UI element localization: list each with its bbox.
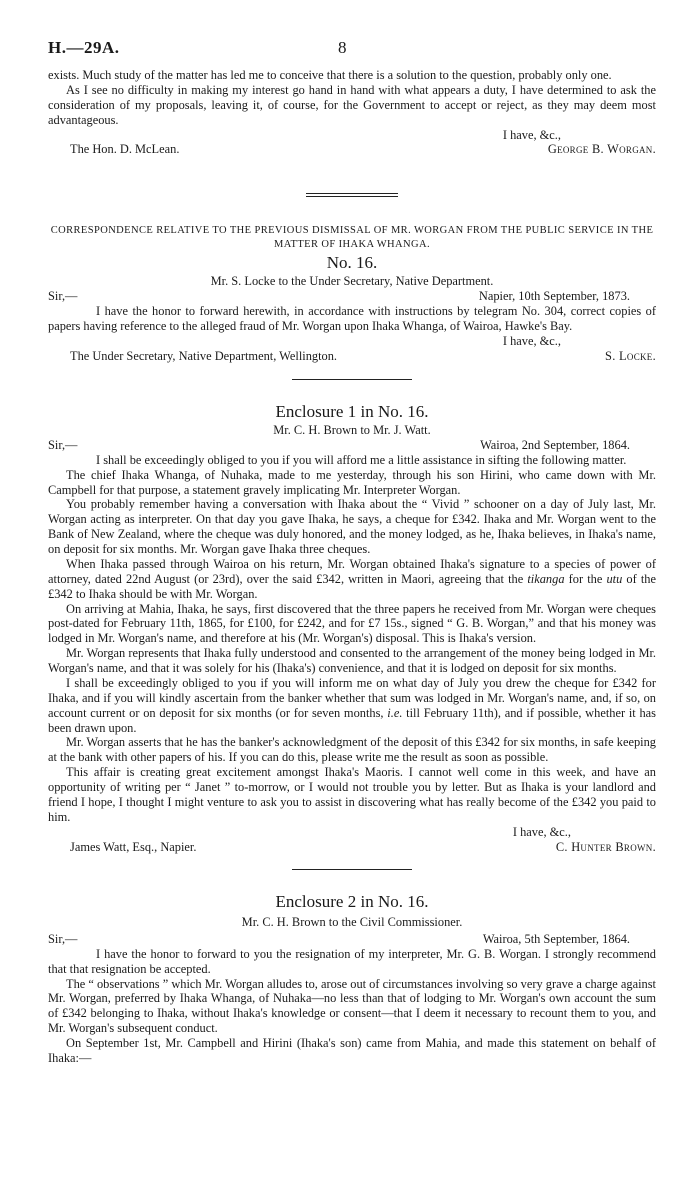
enclosure-1-paragraph-1: I shall be exceedingly obliged to you if you will afford me a little assistance in sifting the following matter. — [96, 452, 627, 467]
enclosure-1-from-to: Mr. C. H. Brown to Mr. J. Watt. — [273, 422, 431, 437]
intro-paragraph-2: As I see no difficulty in making my interest go hand in hand with what appears a duty, I have determined to ask the consideration of my proposals, leaving it, of course, for the Government to accept or reject, as they may deem most advantageous. — [48, 82, 656, 127]
letter-signature: S. Locke. — [605, 348, 656, 363]
page-number: 8 — [338, 38, 347, 57]
tikanga-word: tikanga — [527, 571, 565, 586]
enclosure-2-date: Wairoa, 5th September, 1864. — [482, 931, 630, 946]
paragraph-7-text-a: I shall be exceedingly obliged to you if you will inform me on what day of July you drew the cheque for £342 for Ihaka, and if you will kindly ascertain from the banker whether that sum was lodged in Mr. Worgan's name, and, if so, on account current or on deposit for six months (or for seven months, — [48, 675, 656, 720]
enclosure-2-paragraph-1: I have the honor to forward to you the resignation of my interpreter, Mr. G. B. Worgan. I strongly recommend that that resignation be accepted. — [48, 946, 656, 976]
enclosure-1-heading: Enclosure 1 in No. 16. — [275, 401, 429, 421]
enclosure-1-paragraph-6: Mr. Worgan represents that Ihaka fully understood and consented to the arrangement of the money being lodged in Mr. Worgan's name, and that it was solely for his (Ihaka's) convenience, and that it is lodged on deposit for six months. — [48, 646, 656, 676]
intro-signoff — [48, 142, 656, 157]
enclosure-1-salutation: Sir,— — [48, 437, 78, 452]
letter-salutation-line — [48, 289, 656, 304]
intro-closing: I have, &c., — [502, 127, 561, 142]
enclosure-1-section — [48, 402, 656, 855]
correspondence-section — [48, 224, 656, 363]
paragraph-4-text-a: When Ihaka passed through Wairoa on his return, Mr. Worgan obtained Ihaka's signature to a species of power of attorney, dated 22nd August (or 23rd), over the said £342, written in Maori, agreeing that the — [48, 556, 656, 586]
intro-signature: George B. Worgan. — [547, 142, 656, 157]
enclosure-1-paragraph-3: You probably remember having a conversation with Ihaka about the “ Vivid ” schooner on a day of July last, Mr. Worgan acting as interpreter. On that day you gave Ihaka, he says, a cheque for £342. Ihaka and Mr. Worgan went to the Bank of New Zealand, where the cheque was duly honored, and the money lodged, as he, Ihaka believes, in Ihaka's name, on deposit for six months. Mr. Worgan gave Ihaka three cheques. — [48, 497, 656, 557]
letter-signoff — [48, 349, 656, 364]
section-divider — [292, 869, 412, 870]
enclosure-2-paragraph-3: On September 1st, Mr. Campbell and Hirini (Ihaka's son) came from Mahia, and made this statement on behalf of Ihaka:— — [48, 1036, 656, 1065]
enclosure-1-addressee: James Watt, Esq., Napier. — [70, 839, 197, 854]
intro-addressee: The Hon. D. McLean. — [70, 142, 180, 157]
enclosure-1-salutation-line — [48, 438, 656, 453]
letter-from-to: Mr. S. Locke to the Under Secretary, Native Department. — [210, 274, 494, 289]
enclosure-2-heading: Enclosure 2 in No. 16. — [275, 891, 429, 911]
enclosure-2-paragraph-2: The “ observations ” which Mr. Worgan alludes to, arose out of circumstances involving so very grave a charge against Mr. Worgan, preferred by Ihaka Whanga, of Nuhaka—no less than that of lodging to Mr. Worgan's own account the sum of £342 belonging to Ihaka, without Ihaka's knowledge or consent—that I deem it necessary to recount them to you, and Mr. Worgan's subsequent conduct. — [48, 976, 656, 1036]
enclosure-2-section — [48, 892, 656, 1066]
intro-section — [48, 68, 656, 157]
enclosure-1-signoff — [48, 840, 656, 855]
page-header — [48, 38, 656, 68]
enclosure-1-paragraph-5: On arriving at Mahia, Ihaka, he says, first discovered that the three papers he received from Mr. Worgan were cheques post-dated for February 11th, 1865, for £100, for £242, and for £7 15s., signed “ G. B. Worgan,” and that his money was lodged in Mr. Worgan's name, and therefore at his (Mr. Worgan's) disposal. This is Ihaka's version. — [48, 601, 656, 646]
enclosure-1-paragraph-7 — [48, 676, 656, 736]
paragraph-4-text-b: for the — [564, 571, 607, 586]
letter-closing: I have, &c., — [502, 333, 561, 348]
intro-paragraph-1: exists. Much study of the matter has led me to conceive that there is a solution to the question, probably only one. — [48, 68, 612, 82]
correspondence-title: CORRESPONDENCE RELATIVE TO THE PREVIOUS DISMISSAL OF MR. WORGAN FROM THE PUBLIC SERVICE IN THE MATTER OF IHAKA WHANGA. — [50, 225, 654, 250]
enclosure-2-salutation: Sir,— — [48, 931, 78, 946]
enclosure-2-from-to: Mr. C. H. Brown to the Civil Commissioner. — [241, 914, 463, 929]
letter-salutation: Sir,— — [48, 288, 78, 303]
letter-body: I have the honor to forward herewith, in accordance with instructions by telegram No. 304, correct copies of papers having reference to the alleged fraud of Mr. Worgan upon Ihaka Whanga, of Wairoa, Hawke's Bay. — [48, 303, 656, 333]
enclosure-1-closing: I have, &c., — [512, 824, 571, 839]
letter-addressee: The Under Secretary, Native Department, Wellington. — [70, 348, 338, 363]
enclosure-1-date: Wairoa, 2nd September, 1864. — [480, 437, 630, 452]
utu-word: utu — [606, 571, 623, 586]
section-divider — [292, 379, 412, 380]
enclosure-1-paragraph-2: The chief Ihaka Whanga, of Nuhaka, made to me yesterday, through his son Hirini, who came down with Mr. Campbell for that purpose, a statement gravely implicating Mr. Interpreter Worgan. — [48, 467, 656, 497]
enclosure-2-salutation-line — [48, 932, 656, 947]
enclosure-1-paragraph-8: Mr. Worgan asserts that he has the banker's acknowledgment of the deposit of this £342 for six months, in safe keeping at the bank with other papers of his. If you can do this, please write me the result as soon as possible. — [48, 735, 656, 765]
enclosure-1-signature: C. Hunter Brown. — [555, 839, 656, 854]
enclosure-1-paragraph-4 — [48, 557, 656, 602]
letter-date: Napier, 10th September, 1873. — [478, 288, 630, 303]
enclosure-1-paragraph-9: This affair is creating great excitement amongst Ihaka's Maoris. I cannot well come in this week, and have an opportunity of writing per “ Janet ” to-morrow, or I would not trouble you by letter. But as Ihaka is your landlord and friend I hope, I thought I might venture to ask you to assist in discovering what has really become of the £342 you paid to him. — [48, 765, 656, 824]
section-divider-double — [306, 193, 398, 197]
paragraph-4-text-c: of the £342 to Ihaka should be with Mr. Worgan. — [48, 571, 656, 601]
document-page — [48, 38, 656, 1066]
paragraph-7-text-b: till February 11th), and if possible, whether it has been drawn upon. — [48, 705, 656, 735]
letter-number-heading: No. 16. — [326, 252, 378, 272]
report-reference: H.—29A. — [48, 38, 120, 57]
ie-abbrev: i.e. — [387, 705, 403, 720]
